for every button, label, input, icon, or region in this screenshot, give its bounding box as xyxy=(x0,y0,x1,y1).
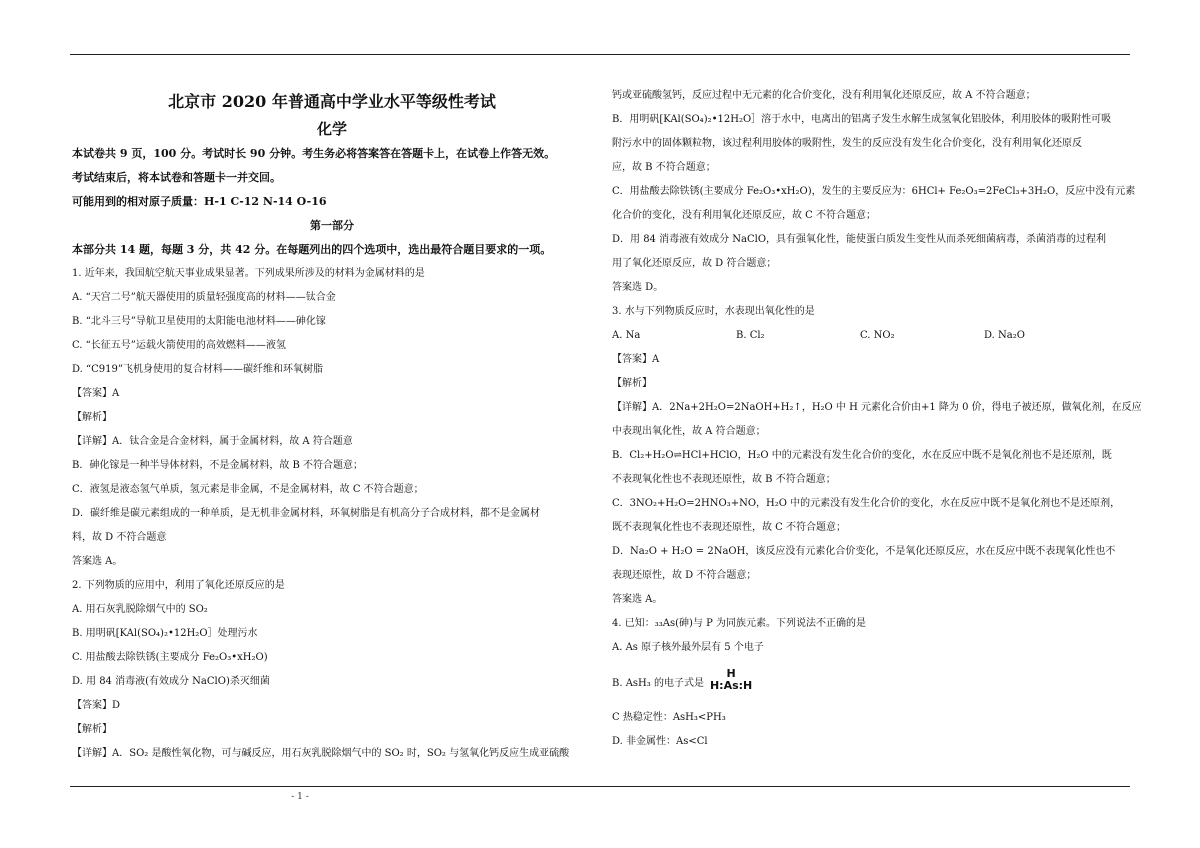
left-column xyxy=(72,86,592,772)
q4-option-d: D. 非金属性：As<Cl xyxy=(612,736,708,747)
q3-analysis: 【解析】 xyxy=(612,378,652,389)
q2-conclusion: 答案选 D。 xyxy=(612,282,664,293)
q2-detail-c-line2: 化合价的变化，没有利用氧化还原反应，故 C 不符合题意； xyxy=(612,210,877,221)
q3-option-c: C. NO₂ xyxy=(860,330,895,341)
header-rule xyxy=(70,54,1130,55)
q1-stem: 1. 近年来，我国航空航天事业成果显著。下列成果所涉及的材料为金属材料的是 xyxy=(72,268,425,279)
q1-detail-b: B．砷化镓是一种半导体材料，不是金属材料，故 B 不符合题意； xyxy=(72,460,364,471)
q2-option-b: B. 用明矾[KAl(SO₄)₂•12H₂O］处理污水 xyxy=(72,628,258,639)
q2-detail-a: 【详解】A．SO₂ 是酸性氧化物，可与碱反应，用石灰乳脱除烟气中的 SO₂ 时，SO₂ 与氢氧化钙反应生成亚硫酸 xyxy=(72,748,570,759)
intro-line-1: 本试卷共 9 页，100 分。考试时长 90 分钟。考生务必将答案答在答题卡上，在试卷上作答无效。 xyxy=(72,147,556,160)
atomic-mass-line: 可能用到的相对原子质量：H-1 C-12 N-14 O-16 xyxy=(72,195,327,208)
q4-option-c: C 热稳定性：AsH₃<PH₃ xyxy=(612,712,726,723)
exam-subject: 化学 xyxy=(316,120,347,138)
right-column xyxy=(612,90,1142,760)
q1-detail-d-line1: D．碳纤维是碳元素组成的一种单质，是无机非金属材料，环氧树脂是有机高分子合成材料，都不是金属材 xyxy=(72,508,541,519)
lewis-structure-asH3 xyxy=(710,668,752,692)
q1-analysis: 【解析】 xyxy=(72,412,112,423)
q3-detail-d-line1: D．Na₂O + H₂O = 2NaOH，该反应没有元素化合价变化，不是氧化还原反应，水在反应中既不表现氧化性也不 xyxy=(612,546,1116,557)
q2-option-d: D. 用 84 消毒液(有效成分 NaClO)杀灭细菌 xyxy=(72,676,270,687)
q1-option-c: C. “长征五号”运载火箭使用的高效燃料——液氢 xyxy=(72,340,286,351)
q2-detail-b-line3: 应，故 B 不符合题意； xyxy=(612,162,716,173)
q4-option-b xyxy=(612,667,1128,696)
q3-option-a: A. Na xyxy=(612,330,641,341)
q3-stem: 3. 水与下列物质反应时，水表现出氧化性的是 xyxy=(612,306,815,317)
q3-detail-a-line1: 【详解】A．2Na+2H₂O=2NaOH+H₂↑，H₂O 中 H 元素化合价由+1 降为 0 价，得电子被还原，做氧化剂，在反应 xyxy=(612,402,1142,413)
q4-option-a: A. As 原子核外最外层有 5 个电子 xyxy=(612,642,764,653)
q4-option-b-text: B. AsH₃ 的电子式是 xyxy=(612,678,704,689)
lewis-top-h: H xyxy=(726,667,736,680)
q1-answer: 【答案】A xyxy=(72,388,120,399)
q3-detail-a-line2: 中表现出氧化性，故 A 符合题意； xyxy=(612,426,766,437)
q2-detail-a-cont: 钙或亚硫酸氢钙，反应过程中无元素的化合价变化，没有利用氧化还原反应，故 A 不符合题意； xyxy=(612,90,1036,101)
q3-option-d: D. Na₂O xyxy=(984,330,1025,341)
q2-detail-b-line2: 附污水中的固体颗粒物，该过程利用胶体的吸附性，发生的反应没有发生化合价变化，没有利用氧化还原反 xyxy=(612,138,1082,149)
q1-conclusion: 答案选 A。 xyxy=(72,556,123,567)
q1-detail-d-line2: 料，故 D 不符合题意 xyxy=(72,532,167,543)
q2-answer: 【答案】D xyxy=(72,700,121,711)
q2-option-a: A. 用石灰乳脱除烟气中的 SO₂ xyxy=(72,604,208,615)
q2-option-c: C. 用盐酸去除铁锈(主要成分 Fe₂O₃•xH₂O) xyxy=(72,652,268,663)
q2-detail-b-line1: B．用明矾[KAl(SO₄)₂•12H₂O］溶于水中，电离出的铝离子发生水解生成氢氧化铝胶体，利用胶体的吸附性可吸 xyxy=(612,114,1112,125)
q3-option-b: B. Cl₂ xyxy=(736,330,765,341)
q3-detail-c-line2: 既不表现氧化性也不表现还原性，故 C 不符合题意； xyxy=(612,522,847,533)
part-title: 第一部分 xyxy=(310,219,354,232)
q3-options xyxy=(612,330,1128,342)
page-number: - 1 - xyxy=(291,792,309,802)
q3-detail-b-line1: B．Cl₂+H₂O⇌HCl+HClO，H₂O 中的元素没有发生化合价的变化，水在反应中既不是氧化剂也不是还原剂，既 xyxy=(612,450,1112,461)
lewis-bottom-row: H:As:H xyxy=(709,679,753,692)
q3-detail-b-line2: 不表现氧化性也不表现还原性，故 B 不符合题意； xyxy=(612,474,836,485)
q3-conclusion: 答案选 A。 xyxy=(612,594,663,605)
q1-detail-a: 【详解】A．钛合金是合金材料，属于金属材料，故 A 符合题意 xyxy=(72,436,353,447)
q1-option-b: B. “北斗三号”导航卫星使用的太阳能电池材料——砷化镓 xyxy=(72,316,326,327)
q3-answer: 【答案】A xyxy=(612,354,660,365)
part-intro: 本部分共 14 题，每题 3 分，共 42 分。在每题列出的四个选项中，选出最符合题目要求的一项。 xyxy=(72,243,552,256)
q2-stem: 2. 下列物质的应用中，利用了氧化还原反应的是 xyxy=(72,580,285,591)
q2-detail-d-line1: D．用 84 消毒液有效成分 NaClO，具有强氧化性，能使蛋白质发生变性从而杀死细菌病毒，杀菌消毒的过程利 xyxy=(612,234,1107,245)
q1-option-a: A. “天宫二号”航天器使用的质量轻强度高的材料——钛合金 xyxy=(72,292,336,303)
q3-detail-d-line2: 表现还原性，故 D 不符合题意； xyxy=(612,570,757,581)
footer-rule xyxy=(70,786,1130,787)
q1-option-d: D. “C919”飞机身使用的复合材料——碳纤维和环氧树脂 xyxy=(72,364,323,375)
q2-detail-c-line1: C．用盐酸去除铁锈(主要成分 Fe₂O₃•xH₂O)，发生的主要反应为：6HCl+ Fe₂O₃=2FeCl₃+3H₂O，反应中没有元素 xyxy=(612,186,1136,197)
q3-detail-c-line1: C．3NO₂+H₂O=2HNO₃+NO，H₂O 中的元素没有发生化合价的变化，水在反应中既不是氧化剂也不是还原剂， xyxy=(612,498,1121,509)
q1-detail-c: C．液氢是液态氢气单质，氢元素是非金属，不是金属材料，故 C 不符合题意； xyxy=(72,484,424,495)
intro-line-2: 考试结束后，将本试卷和答题卡一并交回。 xyxy=(72,171,281,184)
q4-stem: 4. 已知：₃₃As(砷)与 P 为同族元素。下列说法不正确的是 xyxy=(612,618,866,629)
q2-analysis: 【解析】 xyxy=(72,724,112,735)
exam-title: 北京市 2020 年普通高中学业水平等级性考试 xyxy=(168,92,496,111)
q2-detail-d-line2: 用了氧化还原反应，故 D 符合题意； xyxy=(612,258,777,269)
